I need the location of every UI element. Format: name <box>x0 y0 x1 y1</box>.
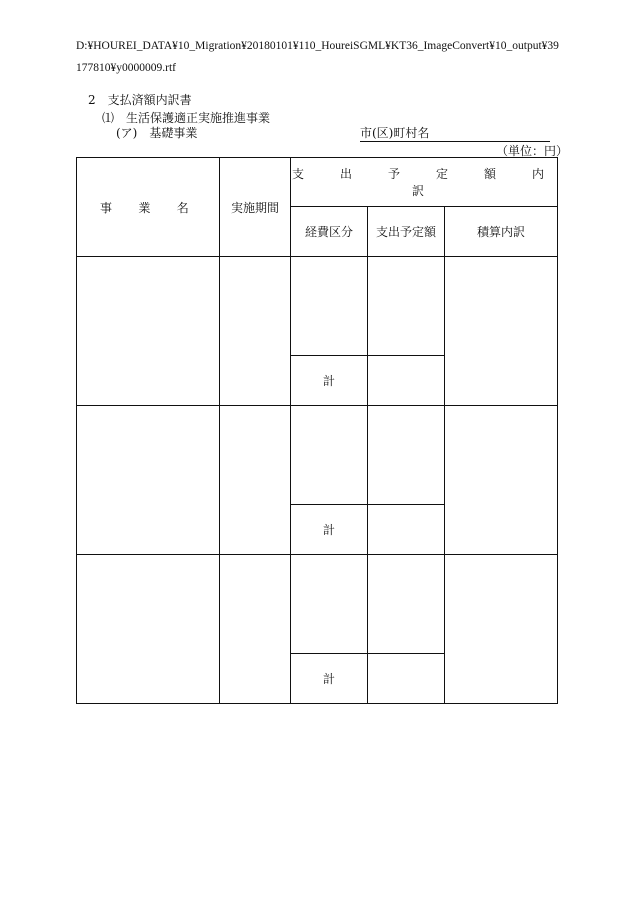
total-amount-cell[interactable] <box>368 654 445 704</box>
business-name-cell[interactable] <box>77 555 220 704</box>
table-row <box>77 257 558 356</box>
total-label: 計 <box>291 356 368 406</box>
section-heading: 2 支払済額内訳書 <box>88 93 192 107</box>
total-amount-cell[interactable] <box>368 356 445 406</box>
header-planned-amount: 支出予定額 <box>368 207 445 257</box>
total-amount-cell[interactable] <box>368 505 445 555</box>
section-subheading: ⑴ 生活保護適正実施推進事業 <box>102 111 271 125</box>
expense-category-cell[interactable] <box>291 555 368 654</box>
planned-amount-cell[interactable] <box>368 406 445 505</box>
file-path-line-1: D:¥HOUREI_DATA¥10_Migration¥20180101¥110_HoureiSGML¥KT36_ImageConvert¥10_output¥39 <box>76 40 559 52</box>
business-name-cell[interactable] <box>77 406 220 555</box>
period-cell[interactable] <box>220 555 291 704</box>
expenditure-breakdown-table <box>76 157 581 704</box>
planned-amount-cell[interactable] <box>368 555 445 654</box>
expense-category-cell[interactable] <box>291 257 368 356</box>
total-label: 計 <box>291 654 368 704</box>
period-cell[interactable] <box>220 406 291 555</box>
period-cell[interactable] <box>220 257 291 406</box>
section-subsubheading: (ア) 基礎事業 <box>116 126 198 140</box>
header-implementation-period: 実施期間 <box>220 158 291 257</box>
calculation-cell[interactable] <box>445 257 558 406</box>
calculation-cell[interactable] <box>445 555 558 704</box>
header-business-name: 事 業 名 <box>77 158 220 257</box>
table-row <box>77 555 558 654</box>
business-name-cell[interactable] <box>77 257 220 406</box>
municipality-name-field: 市(区)町村名 <box>360 124 550 142</box>
header-expense-category: 経費区分 <box>291 207 368 257</box>
unit-label: （単位：円） <box>496 144 569 158</box>
planned-amount-cell[interactable] <box>368 257 445 356</box>
expense-category-cell[interactable] <box>291 406 368 505</box>
header-calculation-details: 積算内訳 <box>445 207 558 257</box>
header-planned-expenditure-breakdown: 支 出 予 定 額 内 訳 <box>291 158 558 207</box>
file-path-line-2: 177810¥y0000009.rtf <box>76 62 176 74</box>
calculation-cell[interactable] <box>445 406 558 555</box>
table-row <box>77 406 558 505</box>
total-label: 計 <box>291 505 368 555</box>
